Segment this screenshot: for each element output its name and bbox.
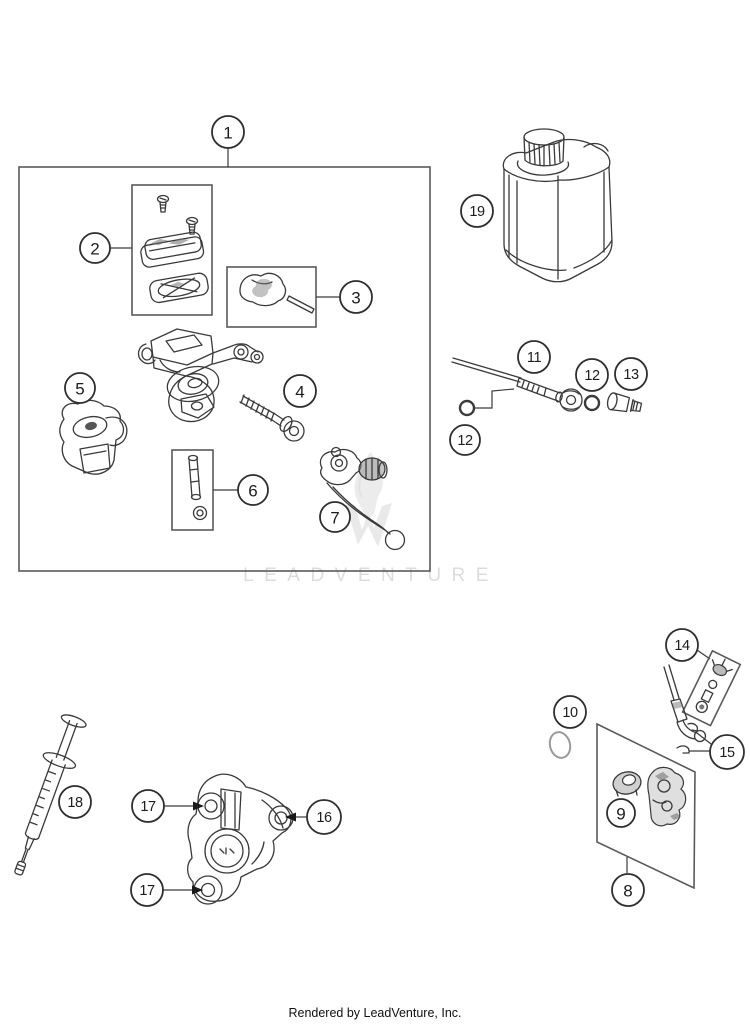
callout-4[interactable] — [284, 375, 316, 407]
front-brake-caliper — [163, 774, 307, 904]
piston-seal — [611, 769, 643, 796]
banjo-bolt — [606, 392, 642, 416]
svg-text:2: 2 — [90, 239, 100, 259]
callout-9[interactable] — [607, 799, 635, 827]
brake-pad-lower — [149, 272, 210, 304]
svg-text:11: 11 — [526, 350, 542, 366]
seal-ring-upper — [585, 396, 599, 410]
pad-screw — [187, 218, 198, 235]
lever-adjuster-barrel — [359, 458, 387, 480]
brake-hose-lower — [664, 665, 711, 753]
callout-5[interactable] — [65, 373, 95, 403]
pin-and-nut-kit — [172, 450, 238, 530]
callout-3[interactable] — [340, 281, 372, 313]
o-ring — [547, 730, 573, 760]
callout-13[interactable] — [615, 358, 647, 390]
svg-text:1: 1 — [223, 123, 233, 143]
callout-19[interactable] — [461, 195, 493, 227]
svg-text:12: 12 — [457, 433, 473, 449]
footer-credit: Rendered by LeadVenture, Inc. — [288, 1006, 462, 1020]
caliper-bracket — [648, 767, 686, 825]
clamp-boot — [60, 400, 127, 474]
svg-text:5: 5 — [75, 379, 85, 399]
svg-text:17: 17 — [140, 799, 156, 815]
leader-12-lower — [475, 389, 514, 408]
callout-14[interactable] — [666, 629, 698, 661]
callout-12-upper[interactable] — [576, 359, 608, 391]
callout-1[interactable] — [212, 116, 244, 148]
svg-text:6: 6 — [248, 481, 258, 501]
svg-text:19: 19 — [469, 204, 485, 220]
svg-text:7: 7 — [330, 508, 340, 528]
callout-12-lower[interactable] — [450, 425, 480, 455]
svg-text:14: 14 — [674, 638, 690, 654]
callout-17-top[interactable] — [132, 790, 164, 822]
svg-text:12: 12 — [584, 368, 600, 384]
svg-text:9: 9 — [616, 804, 626, 824]
brake-fluid-bottle — [503, 129, 612, 282]
callout-15[interactable] — [710, 735, 744, 769]
brake-pad-kit — [110, 185, 212, 315]
master-cylinder-assembly — [139, 329, 263, 422]
arrow-17-bottom — [192, 886, 203, 895]
bleeder-valve-kit — [683, 650, 741, 726]
svg-text:18: 18 — [67, 795, 83, 811]
watermark-text: LEADVENTURE — [243, 565, 499, 586]
brake-pad-upper — [139, 231, 205, 268]
callout-11[interactable] — [518, 341, 550, 373]
piston-clamp-kit — [227, 267, 340, 327]
svg-text:15: 15 — [719, 745, 735, 761]
pad-screw — [158, 196, 169, 213]
callout-7[interactable] — [320, 502, 350, 532]
callout-6[interactable] — [238, 475, 268, 505]
callout-16[interactable] — [307, 800, 341, 834]
callout-2[interactable] — [80, 233, 110, 263]
seal-ring-lower — [460, 401, 474, 415]
hose-clip — [677, 746, 689, 753]
callout-18[interactable] — [59, 786, 91, 818]
svg-text:8: 8 — [623, 881, 633, 901]
svg-text:4: 4 — [295, 382, 305, 402]
callout-8[interactable] — [612, 874, 644, 906]
svg-text:3: 3 — [351, 288, 361, 308]
svg-text:10: 10 — [562, 705, 578, 721]
clamp-pin — [287, 296, 314, 313]
svg-text:13: 13 — [623, 367, 639, 383]
callout-17-bottom[interactable] — [131, 874, 163, 906]
svg-text:16: 16 — [316, 810, 332, 826]
callout-10[interactable] — [554, 696, 586, 728]
svg-text:17: 17 — [139, 883, 155, 899]
